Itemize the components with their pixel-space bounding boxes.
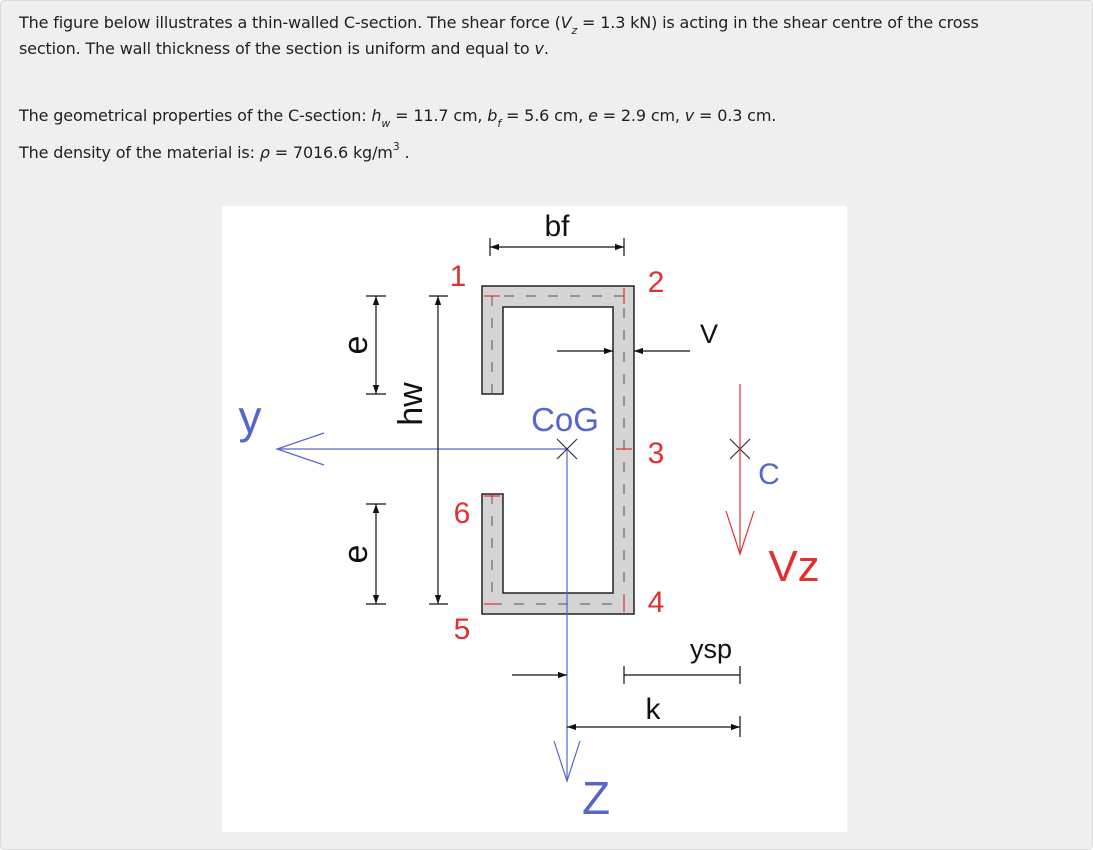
problem-text-line-1: The figure below illustrates a thin-walled C-section. The shear force ($V_z = 1.3$ kN) is acting in the shear centre of the cross: [19, 13, 979, 37]
point-ticks: [484, 288, 632, 612]
label-e-top: e: [337, 335, 375, 355]
point-5: 5: [453, 613, 471, 646]
geometry-properties: The geometrical properties of the C-section: $h_w = 11.7$ cm, $b_f = 5.6$ cm, e = 2.9 cm, v = 0.3 cm.: [19, 106, 777, 130]
density-property: The density of the material is: ρ = 7016.6 $kg/m^3$ .: [19, 140, 410, 162]
label-ysp: ysp: [689, 634, 733, 664]
label-k: k: [645, 693, 661, 726]
label-y-axis: y: [238, 391, 262, 443]
point-4: 4: [647, 586, 665, 619]
label-z-axis: Z: [581, 772, 611, 824]
c-section-diagram: [222, 206, 847, 832]
label-v: V: [699, 319, 719, 349]
point-3: 3: [647, 437, 665, 470]
c-section-profile: [482, 286, 634, 614]
label-cog: CoG: [531, 401, 599, 438]
point-6: 6: [453, 497, 471, 530]
point-2: 2: [647, 266, 665, 299]
label-bf: bf: [544, 210, 570, 243]
label-vz: Vz: [768, 542, 820, 591]
label-hw: hw: [392, 382, 430, 426]
point-1: 1: [449, 260, 467, 293]
label-e-bottom: e: [337, 544, 375, 564]
section-centerline: [492, 296, 624, 604]
c-section-figure: [222, 206, 847, 832]
problem-text-line-2: section. The wall thickness of the section is uniform and equal to v.: [19, 39, 549, 58]
label-c: C: [758, 458, 780, 491]
